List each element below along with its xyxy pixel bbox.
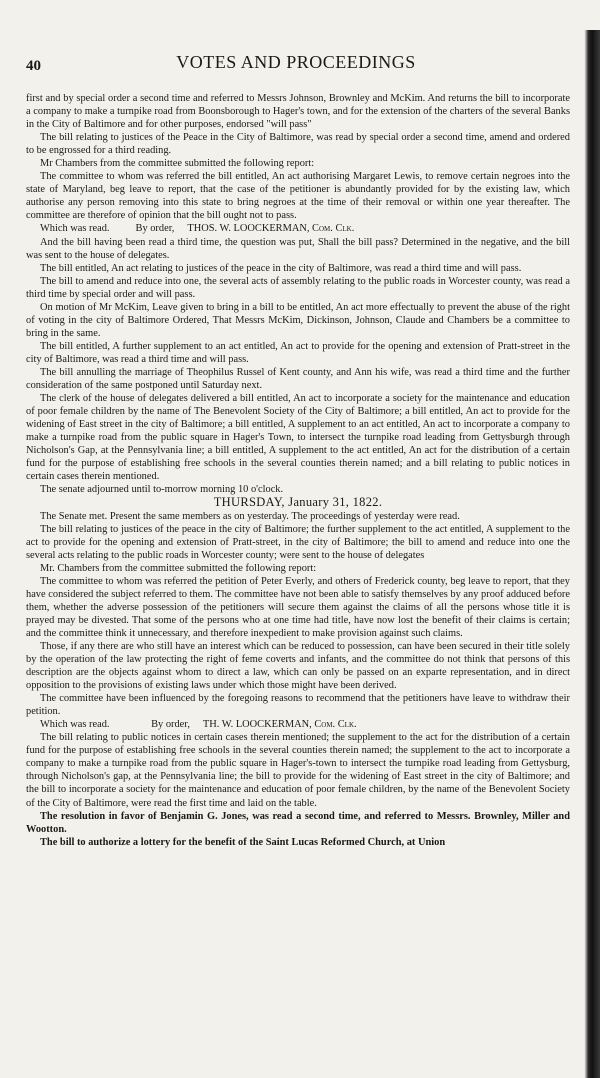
signature-by-order: By order, <box>151 719 190 731</box>
document-body <box>26 92 570 849</box>
paragraph: The bill to authorize a lottery for the benefit of the Saint Lucas Reformed Church, at Union <box>40 836 446 848</box>
page-header <box>26 52 566 78</box>
paragraph: The bill relating to justices of the Peace in the City of Baltimore, was read by special order a second time, amend and ordered to be engrossed for a third reading. <box>26 132 570 157</box>
date-heading: THURSDAY, January 31, 1822. <box>213 495 383 510</box>
paragraph: The Senate met. Present the same members as on yesterday. The proceedings of yesterday were read. <box>40 510 460 522</box>
paragraph: The bill entitled, An act relating to justices of the peace in the city of Baltimore, was read a third time and will pass. <box>40 262 522 274</box>
paragraph: The bill annulling the marriage of Theophilus Russel of Kent county, and Ann his wife, was read a third time and the further consideration of the same postponed until Saturday next. <box>26 366 570 392</box>
paragraph: The senate adjourned until to-morrow morning 10 o'clock. <box>40 484 284 496</box>
signature-name: TH. W. LOOCKERMAN, Com. Clk. <box>202 719 357 731</box>
signature-name: THOS. W. LOOCKERMAN, Com. Clk. <box>187 223 355 235</box>
paragraph: The bill relating to public notices in certain cases therein mentioned; the supplement to the act for the distribution of a certain fund for the purpose of establishing free schools in the several counties therein named; the supplement to the act to incorporate a company to make a turnpike road from the public square in Hager's-town to intersect the turnpike road leading from Gettysburg, through Nicholson's gap, at the Pennsylvania line; the bill to provide for the widening of East street in the city of Baltimore; and the bill to incorporate a society for the maintenance and education of poor female children, by the name of the Benevolent Society of the City of Baltimore, were read the first time and laid on the table. <box>26 732 570 809</box>
signature-line <box>26 222 570 235</box>
page-binding-edge <box>574 30 600 1078</box>
paragraph: first and by special order a second time and referred to Messrs Johnson, Brownley and McKim. And returns the bill to incorporate a company to make a turnpike road from Boonsborough to Hager's town, and for the extension of the charters of the several Banks in the City of Baltimore and for other purposes, endorsed "will pass" <box>26 93 570 131</box>
paragraph: The committee have been influenced by the foregoing reasons to recommend that the petitioners have leave to withdraw their petition. <box>26 693 570 718</box>
paragraph: On motion of Mr McKim, Leave given to bring in a bill to be entitled, An act more effectually to prevent the abuse of the right of voting in the city of Baltimore Ordered, That Messrs McKim, Dickinson, Johnson, Claude and Chambers be a committee to bring in the same. <box>26 301 570 339</box>
paragraph: Mr. Chambers from the committee submitted the following report: <box>40 562 317 574</box>
signature-lead: Which was read. <box>40 719 110 731</box>
signature-by-order: By order, <box>135 223 175 235</box>
running-head: VOTES AND PROCEEDINGS <box>176 52 416 72</box>
paragraph: Mr Chambers from the committee submitted the following report: <box>40 158 315 170</box>
paragraph: The bill to amend and reduce into one, the several acts of assembly relating to the public roads in Worcester county, was read a third time by special order and will pass. <box>26 275 570 300</box>
paragraph: The committee to whom was referred the petition of Peter Everly, and others of Frederick county, beg leave to report, that they have considered the subject referred to them. The committee have not been able to satisfy themselves by any proof adduced before them, whether the adverse possession of the petitioners will secure them against the claims of all the persons whose title it is prayed may be divested. That some of the persons who at one time had title, have now lost the benefit of their claims is certain; and the committee think it unnecessary, and therefore inexpedient to make provision against such claims. <box>26 575 570 639</box>
page-number: 40 <box>26 58 41 74</box>
paragraph: The bill entitled, A further supplement to an act entitled, An act to provide for the opening and extension of Pratt-street in the city of Baltimore, was read a third time and will pass. <box>26 340 570 365</box>
paragraph: Those, if any there are who still have an interest which can be reduced to possession, can have been secured in their title solely by the operation of the law protecting the right of feme coverts and infants, and the committee do not think that persons of this description are the objects against whom to direct a law, which can only be passed on an exparte representation, and in direct opposition to the provisions of existing laws under which those might have been derived. <box>26 640 570 692</box>
signature-line <box>26 718 570 731</box>
paragraph: And the bill having been read a third time, the question was put, Shall the bill pass? Determined in the negative, and the bill was sent to the house of delegates. <box>26 236 570 261</box>
paragraph: The bill relating to justices of the peace in the city of Baltimore; the further supplement to the act entitled, A supplement to the act to provide for the opening and extension of Pratt-street, in the city of Baltimore; the bill to amend and reduce into one the several acts relating to the public roads in Worcester county; were sent to the house of delegates <box>26 523 570 561</box>
signature-lead: Which was read. <box>40 223 110 235</box>
paragraph: The clerk of the house of delegates delivered a bill entitled, An act to incorporate a society for the maintenance and education of poor female children by the name of The Benevolent Society of the City of Baltimore; a bill entitled, An act to provide for the widening of East street in the city of Baltimore; a bill entitled, A supplement to an act entitled, An act to incorporate a company to make a turnpike road from the public square in Hager's Town, to intersect the turnpike road leading from Gettysburgh through Nicholson's Gap, at the Pennsylvania line; a bill entitled, A supplement to the act entitled, An act for the distribution of a certain fund for the purpose of establishing free schools in the several counties therein named; and a bill relating to public notices in certain cases therein mentioned. <box>26 393 570 483</box>
paragraph: The resolution in favor of Benjamin G. Jones, was read a second time, and referred to Messrs. Brownley, Miller and Wootton. <box>26 810 570 835</box>
paragraph: The committee to whom was referred the bill entitled, An act authorising Margaret Lewis, to remove certain negroes into the state of Maryland, beg leave to report, that the case of the petitioner is abundantly provided for by the existing law, which authorise any person removing into this state to bring negroes at the time of their removal or within one year thereafter. The committee are therefore of opinion that the bill ought not to pass. <box>26 171 570 222</box>
